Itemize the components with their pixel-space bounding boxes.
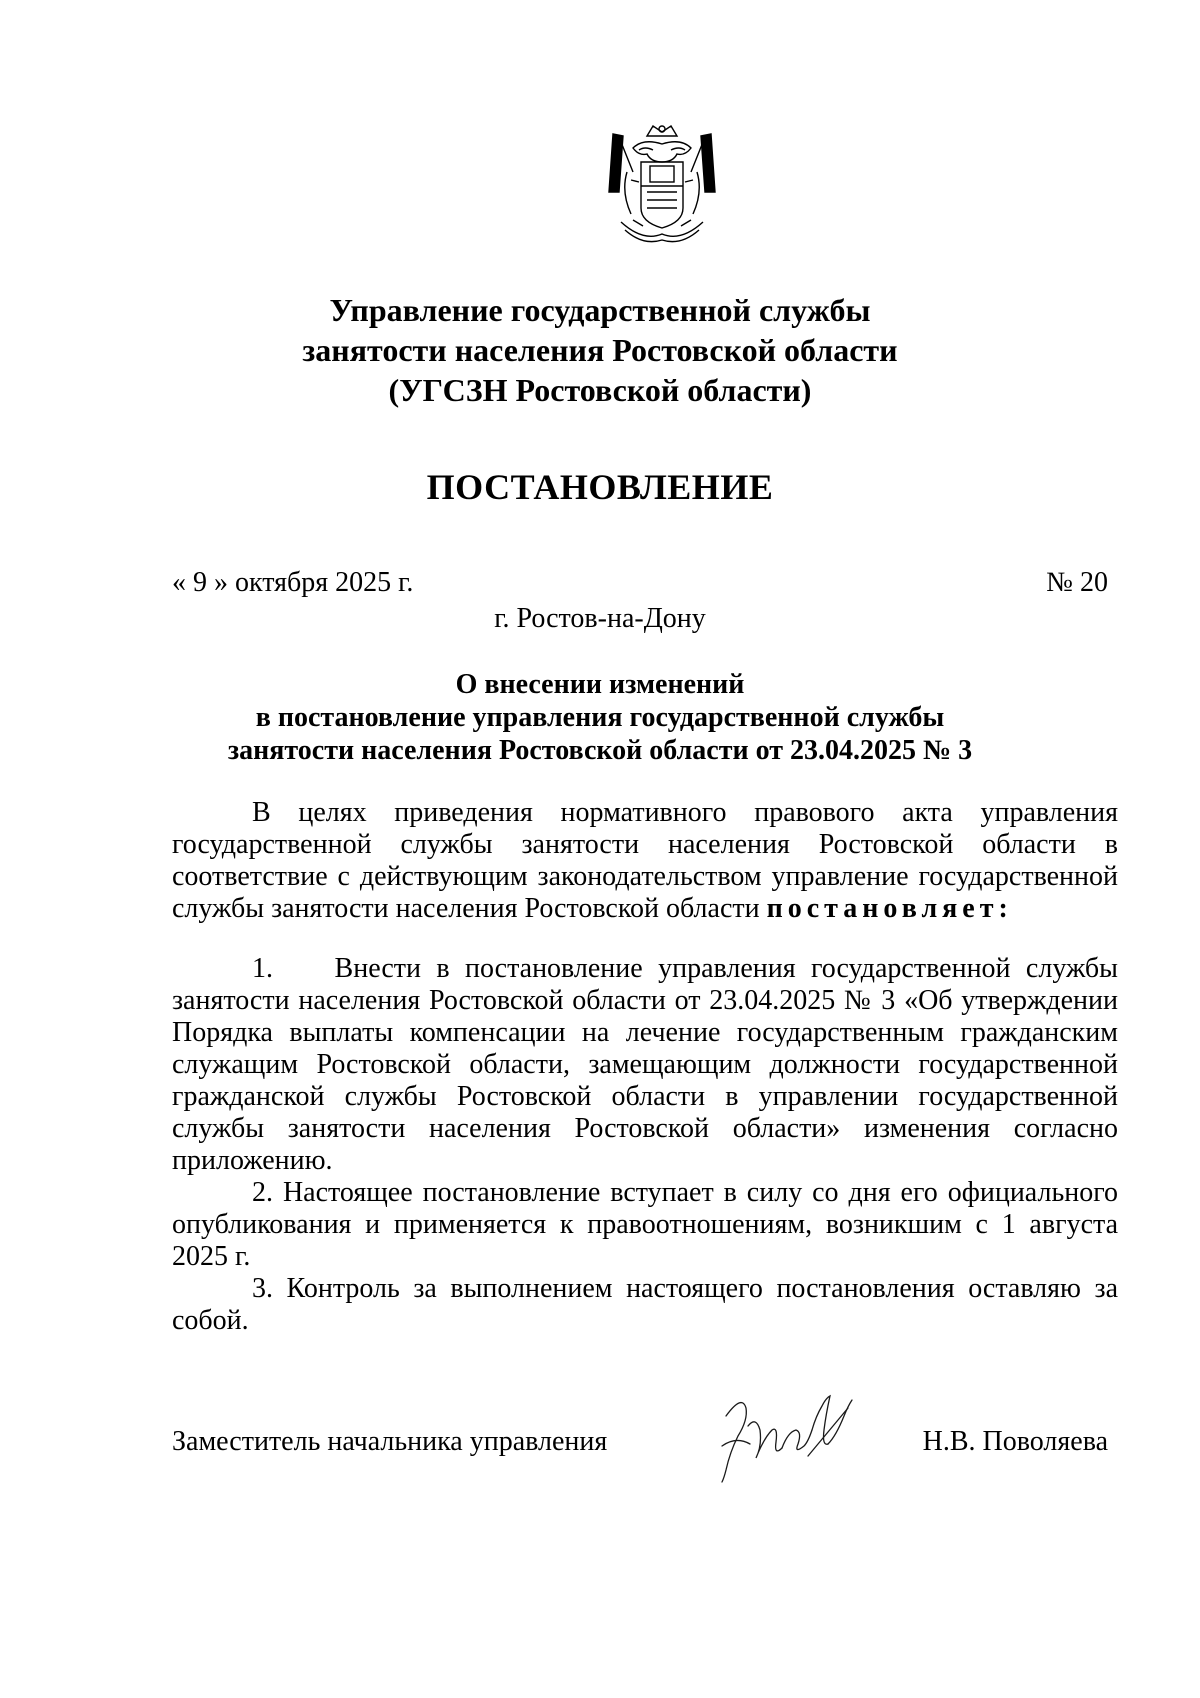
item-2: 2. Настоящее постановление вступает в силу со дня его официального опубликования и применяется к правоотношениям, возникшим с 1 августа 2025 г. [172,1177,1118,1272]
document-body [172,797,1118,1337]
document-date: « 9 » октября 2025 г. [172,567,414,598]
decree-word: постановляет: [766,893,1013,924]
document-type-title: ПОСТАНОВЛЕНИЕ [426,467,774,507]
organization-name-line2: занятости населения Ростовской области [302,332,898,368]
item-1: 1. Внести в постановление управления государственной службы занятости населения Ростовской области от 23.04.2025 № 3 «Об утверждении Порядка выплаты компенсации на лечение государственным гражданским служащим Ростовской области, замещающим должности государственной гражданской службы Ростовской области в управлении государственной службы занятости населения Ростовской области» изменения согласно приложению. [172,953,1118,1176]
document-city: г. Ростов-на-Дону [494,603,706,634]
subject-line3: занятости населения Ростовской области от 23.04.2025 № 3 [227,735,973,766]
signatory-role: Заместитель начальника управления [172,1426,608,1457]
document-subject [0,668,1200,767]
item-3: 3. Контроль за выполнением настоящего постановления оставляю за собой. [172,1273,1118,1336]
preamble-text: В целях приведения нормативного правового акта управления государственной службы занятости населения Ростовской области в соответствие с действующим законодательством управление государственной службы занятости населения Ростовской области [172,797,1118,924]
organization-name-line1: Управление государственной службы [329,292,871,328]
subject-line1: О внесении изменений [455,669,745,700]
organization-name [0,290,1200,410]
document-number: № 20 [1046,567,1108,598]
preamble-paragraph [172,797,1118,925]
signatory-name: Н.В. Поволяева [922,1426,1108,1457]
organization-abbreviation: (УГСЗН Ростовской области) [388,372,812,408]
coat-of-arms-icon [603,122,721,246]
subject-line2: в постановление управления государственной службы [255,702,945,733]
handwritten-signature-icon [712,1386,862,1484]
